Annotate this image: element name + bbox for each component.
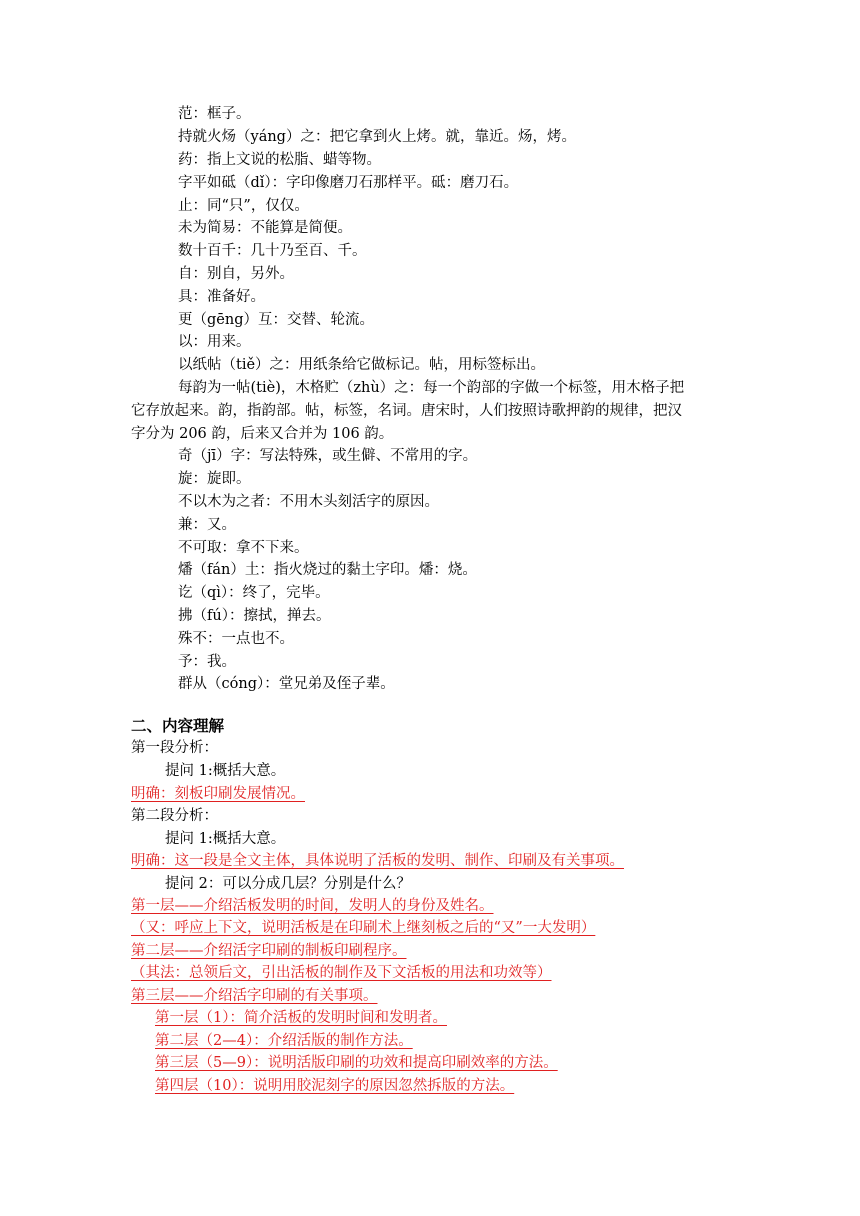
gloss-entry: 予：我。 [178, 654, 236, 670]
answer-note: （又：呼应上下文，说明活板是在印刷术上继刻板之后的“又”一大发明） [131, 920, 596, 936]
gloss-entry: 燔（fán）土：指火烧过的黏土字印。燔：烧。 [178, 562, 477, 578]
gloss-entry: 群从（cóng）：堂兄弟及侄子辈。 [178, 676, 395, 692]
answer: 明确：刻板印刷发展情况。 [131, 786, 305, 802]
gloss-entry: 以：用来。 [178, 334, 251, 350]
gloss-entry: 奇（jī）字：写法特殊，或生僻、不常用的字。 [178, 448, 478, 464]
answer-layer: 第二层——介绍活字印刷的制板印刷程序。 [131, 943, 407, 959]
gloss-entry: 具：准备好。 [178, 289, 265, 305]
gloss-entry: 范：框子。 [178, 106, 251, 122]
gloss-entry: 自：别自，另外。 [178, 266, 294, 282]
gloss-entry: 未为简易：不能算是简便。 [178, 220, 352, 236]
gloss-entry: 字平如砥（dǐ）：字印像磨刀石那样平。砥：磨刀石。 [178, 175, 519, 191]
gloss-entry: 旋：旋即。 [178, 471, 251, 487]
gloss-entry: 数十百千：几十乃至百、千。 [178, 243, 367, 259]
gloss-entry: 以纸帖（tiě）之：用纸条给它做标记。帖，用标签标出。 [178, 357, 546, 373]
answer-sublayer: 第三层（5—9）：说明活版印刷的功效和提高印刷效率的方法。 [155, 1055, 558, 1071]
gloss-entry-continued: 它存放起来。韵，指韵部。帖，标签，名词。唐宋时，人们按照诗歌押韵的规律，把汉 [131, 403, 682, 419]
gloss-entry: 持就火炀（yáng）之：把它拿到火上烤。就，靠近。炀，烤。 [178, 129, 576, 145]
question: 提问 1:概括大意。 [165, 831, 286, 847]
gloss-entry: 不以木为之者：不用木头刻活字的原因。 [178, 494, 439, 510]
answer-sublayer: 第一层（1）：简介活板的发明时间和发明者。 [155, 1010, 447, 1026]
gloss-entry: 每韵为一帖(tiè)，木格贮（zhù）之：每一个韵部的字做一个标签，用木格子把 [178, 380, 685, 396]
answer: 明确：这一段是全文主体，具体说明了活板的发明、制作、印刷及有关事项。 [131, 853, 624, 869]
gloss-entry: 止：同“只”，仅仅。 [178, 198, 309, 214]
gloss-entry: 药：指上文说的松脂、蜡等物。 [178, 152, 381, 168]
gloss-entry: 殊不：一点也不。 [178, 631, 294, 647]
answer-layer: 第一层——介绍活板发明的时间，发明人的身份及姓名。 [131, 898, 494, 914]
gloss-entry-continued: 字分为 206 韵，后来又合并为 106 韵。 [131, 426, 394, 442]
answer-sublayer: 第四层（10）：说明用胶泥刻字的原因忽然拆版的方法。 [155, 1078, 515, 1094]
answer-sublayer: 第二层（2—4）：介绍活版的制作方法。 [155, 1033, 413, 1049]
question: 提问 2：可以分成几层？分别是什么？ [165, 876, 411, 892]
gloss-entry: 讫（qì）：终了，完毕。 [178, 585, 330, 601]
paragraph-label: 第二段分析： [131, 808, 218, 824]
question: 提问 1:概括大意。 [165, 763, 286, 779]
section-heading: 二、内容理解 [131, 716, 225, 735]
gloss-entry: 更（gēng）互：交替、轮流。 [178, 312, 374, 328]
gloss-entry: 不可取：拿不下来。 [178, 540, 309, 556]
paragraph-label: 第一段分析： [131, 740, 218, 756]
gloss-entry: 拂（fú）：擦拭，掸去。 [178, 608, 331, 624]
answer-note: （其法：总领后文，引出活板的制作及下文活板的用法和功效等） [131, 965, 552, 981]
gloss-entry: 兼：又。 [178, 517, 236, 533]
answer-layer: 第三层——介绍活字印刷的有关事项。 [131, 988, 378, 1004]
